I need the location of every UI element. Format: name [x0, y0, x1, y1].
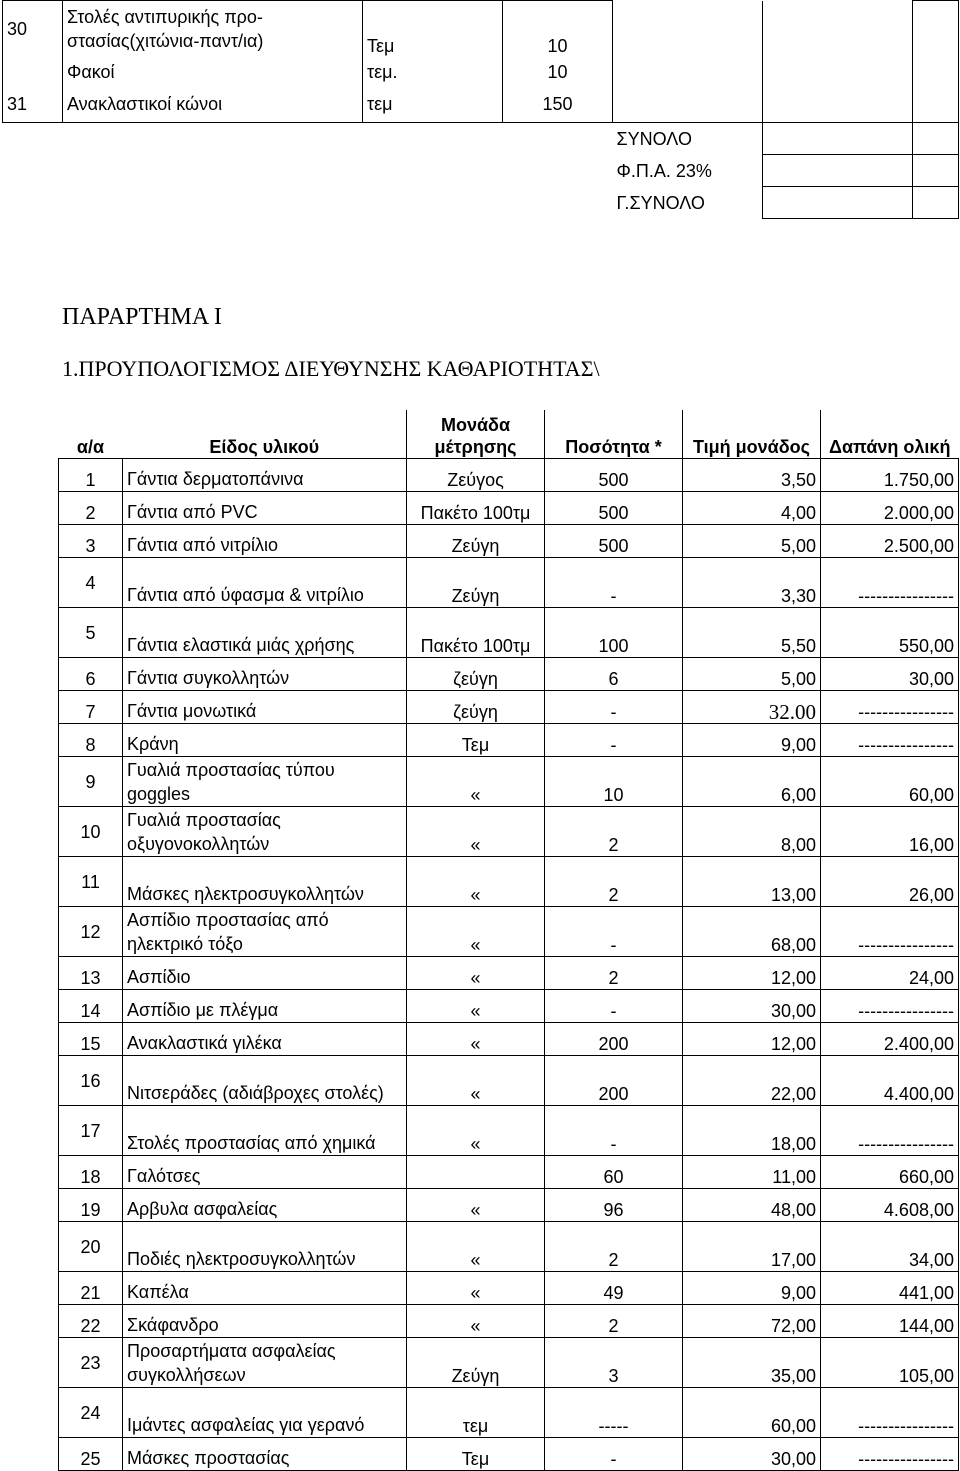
- header-number: α/α: [76, 437, 105, 457]
- item-name: Στολές αντιπυρικής προ- στασίας(χιτώνια-παντ/ια): [63, 1, 363, 57]
- qty-cell: 10: [503, 57, 613, 87]
- row-number: 20: [59, 1222, 123, 1272]
- price-cell: 3,30: [683, 558, 821, 608]
- unit-cell: Ζεύγη: [407, 558, 545, 608]
- row-number: 22: [59, 1305, 123, 1338]
- total-cell: 105,00: [821, 1338, 959, 1388]
- row-number: 6: [59, 658, 123, 691]
- item-name: Ασπίδιο προστασίας από ηλεκτρικό τόξο: [123, 907, 407, 957]
- total-cell: ----------------: [821, 907, 959, 957]
- unit-cell: Τεμ: [407, 1438, 545, 1471]
- item-name: Γάντια ελαστικά μιάς χρήσης: [123, 608, 407, 658]
- price-cell: 68,00: [683, 907, 821, 957]
- summary-label: Φ.Π.Α. 23%: [616, 160, 712, 181]
- table-row: [59, 459, 959, 492]
- item-name: Ασπίδιο: [123, 957, 407, 990]
- row-number: 23: [59, 1338, 123, 1388]
- total-cell: 26,00: [821, 857, 959, 907]
- price-cell: 72,00: [683, 1305, 821, 1338]
- item-name: Ανακλαστικά γιλέκα: [123, 1023, 407, 1056]
- price-cell: [613, 87, 763, 123]
- row-number: 1: [59, 459, 123, 492]
- unit-cell: «: [407, 990, 545, 1023]
- item-name: Κράνη: [123, 724, 407, 757]
- total-cell: 24,00: [821, 957, 959, 990]
- total-cell: 2.000,00: [821, 492, 959, 525]
- table-row: [59, 1023, 959, 1056]
- header-unit: Μονάδα μέτρησης: [407, 410, 545, 459]
- row-number: 25: [59, 1438, 123, 1471]
- summary-extra: [913, 123, 959, 155]
- table-row: [59, 1305, 959, 1338]
- total-cell: 2.400,00: [821, 1023, 959, 1056]
- price-cell: 35,00: [683, 1338, 821, 1388]
- table-row: [59, 990, 959, 1023]
- unit-cell: τεμ: [363, 87, 503, 123]
- qty-cell: 500: [545, 492, 683, 525]
- unit-cell: ζεύγη: [407, 691, 545, 724]
- table-row: [59, 807, 959, 857]
- extra-cell: [913, 57, 959, 87]
- header-quantity: Ποσότητα *: [545, 410, 683, 459]
- table-row: [59, 525, 959, 558]
- total-cell: ----------------: [821, 1106, 959, 1156]
- qty-cell: 150: [503, 87, 613, 123]
- total-cell: 144,00: [821, 1305, 959, 1338]
- total-cell: ----------------: [821, 558, 959, 608]
- total-cell: 4.400,00: [821, 1056, 959, 1106]
- header-item: Είδος υλικού: [123, 410, 407, 459]
- qty-cell: 2: [545, 1305, 683, 1338]
- table-row: [59, 691, 959, 724]
- total-cell: [763, 87, 913, 123]
- row-number: 16: [59, 1056, 123, 1106]
- item-name: Στολές προστασίας από χημικά: [123, 1106, 407, 1156]
- price-cell: 9,00: [683, 724, 821, 757]
- row-number: 9: [59, 757, 123, 807]
- item-name: Φακοί: [63, 57, 363, 87]
- price-cell: 3,50: [683, 459, 821, 492]
- row-number: [3, 57, 63, 87]
- qty-cell: 500: [545, 459, 683, 492]
- summary-value: [763, 187, 913, 219]
- table-row: [59, 1156, 959, 1189]
- total-cell: ----------------: [821, 990, 959, 1023]
- item-name: Ποδιές ηλεκτροσυγκολλητών: [123, 1222, 407, 1272]
- item-name: Γυαλιά προστασίας οξυγονοκολλητών: [123, 807, 407, 857]
- table-row: [59, 1106, 959, 1156]
- table-row: [59, 1338, 959, 1388]
- row-number: 8: [59, 724, 123, 757]
- row-number: 21: [59, 1272, 123, 1305]
- budget-table: [58, 410, 959, 1471]
- item-name: Γάντια από PVC: [123, 492, 407, 525]
- item-name: Σκάφανδρο: [123, 1305, 407, 1338]
- item-name: Γάντια μονωτικά: [123, 691, 407, 724]
- item-name: Ιμάντες ασφαλείας για γερανό: [123, 1388, 407, 1438]
- row-number: 7: [59, 691, 123, 724]
- total-cell: 34,00: [821, 1222, 959, 1272]
- header-price: Τιμή μονάδος: [683, 410, 821, 459]
- qty-cell: -: [545, 558, 683, 608]
- budget-title: 1.ΠΡΟΥΠΟΛΟΓΙΣΜΟΣ ΔΙΕΥΘΥΝΣΗΣ ΚΑΘΑΡΙΟΤΗΤΑΣ\: [62, 356, 600, 381]
- total-cell: 2.500,00: [821, 525, 959, 558]
- total-cell: 60,00: [821, 757, 959, 807]
- price-cell: 13,00: [683, 857, 821, 907]
- annex-title: ΠΑΡΑΡΤΗΜΑ Ι: [62, 304, 222, 330]
- price-cell: 48,00: [683, 1189, 821, 1222]
- table-row: [59, 857, 959, 907]
- summary-label: Γ.ΣΥΝΟΛΟ: [616, 192, 705, 213]
- qty-cell: 10: [503, 1, 613, 57]
- qty-cell: 500: [545, 525, 683, 558]
- qty-cell: 2: [545, 807, 683, 857]
- qty-cell: -----: [545, 1388, 683, 1438]
- table-row: [59, 1222, 959, 1272]
- item-name: Προσαρτήματα ασφαλείας συγκολλήσεων: [123, 1338, 407, 1388]
- price-cell: [613, 1, 763, 57]
- qty-cell: 3: [545, 1338, 683, 1388]
- item-name: Ασπίδιο με πλέγμα: [123, 990, 407, 1023]
- price-cell: [613, 57, 763, 87]
- total-cell: ----------------: [821, 1438, 959, 1471]
- price-cell: 5,50: [683, 608, 821, 658]
- total-cell: 441,00: [821, 1272, 959, 1305]
- price-cell: 22,00: [683, 1056, 821, 1106]
- table-row: [59, 1189, 959, 1222]
- qty-cell: 2: [545, 857, 683, 907]
- qty-cell: 6: [545, 658, 683, 691]
- row-number: 10: [59, 807, 123, 857]
- qty-cell: 200: [545, 1056, 683, 1106]
- qty-cell: -: [545, 691, 683, 724]
- unit-cell: «: [407, 957, 545, 990]
- row-number: 11: [59, 857, 123, 907]
- summary-value: [763, 123, 913, 155]
- row-number: 15: [59, 1023, 123, 1056]
- table-row: [59, 1056, 959, 1106]
- header-total: Δαπάνη ολική: [829, 437, 951, 457]
- unit-cell: ζεύγη: [407, 658, 545, 691]
- summary-extra: [913, 187, 959, 219]
- price-cell: 60,00: [683, 1388, 821, 1438]
- row-number: 18: [59, 1156, 123, 1189]
- item-name: Γάντια από ύφασμα & νιτρίλιο: [123, 558, 407, 608]
- table-row: [59, 957, 959, 990]
- qty-cell: 2: [545, 1222, 683, 1272]
- row-number: 13: [59, 957, 123, 990]
- item-name: Ανακλαστικοί κώνοι: [63, 87, 363, 123]
- item-name: Γυαλιά προστασίας τύπου goggles: [123, 757, 407, 807]
- table-row: [59, 608, 959, 658]
- unit-cell: «: [407, 1189, 545, 1222]
- item-name: Γάντια συγκολλητών: [123, 658, 407, 691]
- table-row: [59, 757, 959, 807]
- total-cell: ----------------: [821, 724, 959, 757]
- item-name: Γαλότσες: [123, 1156, 407, 1189]
- total-cell: [763, 57, 913, 87]
- unit-cell: Τεμ: [407, 724, 545, 757]
- item-name: Γάντια δερματοπάνινα: [123, 459, 407, 492]
- qty-cell: 2: [545, 957, 683, 990]
- price-cell: 12,00: [683, 1023, 821, 1056]
- table-row: [59, 492, 959, 525]
- row-number: 12: [59, 907, 123, 957]
- price-cell: 12,00: [683, 957, 821, 990]
- item-name: Καπέλα: [123, 1272, 407, 1305]
- row-number: 14: [59, 990, 123, 1023]
- row-number: 3: [59, 525, 123, 558]
- qty-cell: 49: [545, 1272, 683, 1305]
- unit-cell: τεμ: [407, 1388, 545, 1438]
- price-cell: 4,00: [683, 492, 821, 525]
- price-cell: 8,00: [683, 807, 821, 857]
- price-cell: 9,00: [683, 1272, 821, 1305]
- item-name: Νιτσεράδες (αδιάβροχες στολές): [123, 1056, 407, 1106]
- unit-cell: τεμ.: [363, 57, 503, 87]
- row-number: 19: [59, 1189, 123, 1222]
- unit-cell: «: [407, 1272, 545, 1305]
- qty-cell: 10: [545, 757, 683, 807]
- table-row: [59, 1272, 959, 1305]
- unit-cell: «: [407, 1305, 545, 1338]
- unit-cell: «: [407, 807, 545, 857]
- total-cell: ----------------: [821, 1388, 959, 1438]
- unit-cell: Πακέτο 100τμ: [407, 608, 545, 658]
- qty-cell: 100: [545, 608, 683, 658]
- total-cell: 16,00: [821, 807, 959, 857]
- total-cell: 1.750,00: [821, 459, 959, 492]
- qty-cell: 60: [545, 1156, 683, 1189]
- unit-cell: Ζεύγη: [407, 1338, 545, 1388]
- summary-value: [763, 155, 913, 187]
- qty-cell: -: [545, 724, 683, 757]
- unit-cell: Ζεύγος: [407, 459, 545, 492]
- row-number: 24: [59, 1388, 123, 1438]
- unit-cell: «: [407, 757, 545, 807]
- unit-cell: «: [407, 907, 545, 957]
- row-number: 2: [59, 492, 123, 525]
- unit-cell: Ζεύγη: [407, 525, 545, 558]
- table-row: [59, 907, 959, 957]
- total-cell: 660,00: [821, 1156, 959, 1189]
- row-number: 31: [3, 87, 63, 123]
- qty-cell: -: [545, 1438, 683, 1471]
- price-cell: 18,00: [683, 1106, 821, 1156]
- unit-cell: «: [407, 1222, 545, 1272]
- price-cell: 5,00: [683, 658, 821, 691]
- row-number: 4: [59, 558, 123, 608]
- item-name: Μάσκες προστασίας: [123, 1438, 407, 1471]
- qty-cell: 200: [545, 1023, 683, 1056]
- price-cell: 6,00: [683, 757, 821, 807]
- unit-cell: «: [407, 1056, 545, 1106]
- total-cell: ----------------: [821, 691, 959, 724]
- qty-cell: 96: [545, 1189, 683, 1222]
- price-cell: 5,00: [683, 525, 821, 558]
- previous-page-table: [2, 0, 959, 219]
- row-number: 17: [59, 1106, 123, 1156]
- table-row: [59, 1438, 959, 1471]
- unit-cell: «: [407, 1106, 545, 1156]
- item-name: Μάσκες ηλεκτροσυγκολλητών: [123, 857, 407, 907]
- unit-cell: Τεμ: [363, 1, 503, 57]
- extra-cell: [913, 87, 959, 123]
- table-row: [59, 724, 959, 757]
- price-cell: 30,00: [683, 990, 821, 1023]
- row-number: 5: [59, 608, 123, 658]
- price-cell: 17,00: [683, 1222, 821, 1272]
- qty-cell: -: [545, 990, 683, 1023]
- item-name: Αρβυλα ασφαλείας: [123, 1189, 407, 1222]
- total-cell: 4.608,00: [821, 1189, 959, 1222]
- unit-cell: Πακέτο 100τμ: [407, 492, 545, 525]
- unit-cell: [407, 1156, 545, 1189]
- unit-cell: «: [407, 857, 545, 907]
- price-cell: 32.00: [683, 691, 821, 724]
- total-cell: 30,00: [821, 658, 959, 691]
- summary-label: ΣΥΝΟΛΟ: [616, 128, 692, 149]
- table-row: [59, 1388, 959, 1438]
- price-cell: 11,00: [683, 1156, 821, 1189]
- item-name: Γάντια από νιτρίλιο: [123, 525, 407, 558]
- qty-cell: -: [545, 907, 683, 957]
- extra-cell: [913, 1, 959, 57]
- price-cell: 30,00: [683, 1438, 821, 1471]
- qty-cell: -: [545, 1106, 683, 1156]
- summary-extra: [913, 155, 959, 187]
- total-cell: 550,00: [821, 608, 959, 658]
- unit-cell: «: [407, 1023, 545, 1056]
- table-row: [59, 658, 959, 691]
- table-row: [59, 558, 959, 608]
- row-number: 30: [3, 1, 63, 57]
- total-cell: [763, 1, 913, 57]
